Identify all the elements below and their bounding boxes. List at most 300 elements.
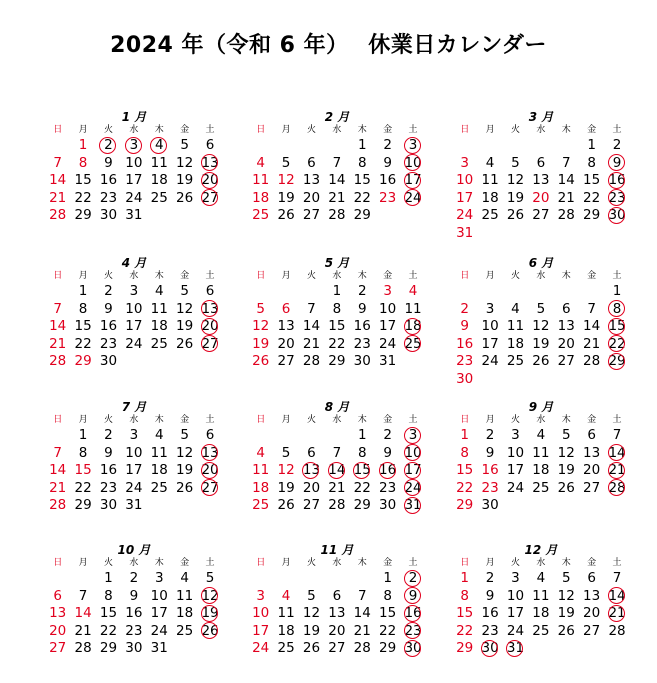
empty-cell — [503, 283, 528, 301]
weekday-header: 木 — [561, 125, 571, 135]
weekday-header: 土 — [612, 125, 622, 135]
day-cell: 16 — [125, 605, 143, 621]
day-cell: 26 — [277, 497, 295, 513]
weekday-header: 月 — [485, 558, 495, 568]
day-cell: 20 — [302, 189, 321, 206]
day-cell: 24 — [506, 479, 525, 496]
day-cell: 30 — [379, 497, 397, 513]
day-cell: 25 — [277, 640, 295, 656]
day-cell: 17 — [125, 462, 143, 478]
day-cell: 10 — [379, 300, 397, 317]
day-cell: 26 — [252, 353, 270, 369]
month-title: 4 月 — [121, 256, 147, 270]
weekday-header: 金 — [383, 558, 393, 568]
day-cell: 26 — [302, 640, 321, 656]
day-cell: 24 — [506, 622, 525, 639]
day-cell: 8 — [357, 444, 367, 461]
weekday-header: 火 — [510, 415, 520, 425]
day-cell: 15 — [583, 172, 601, 188]
weekday-header: 木 — [154, 125, 164, 135]
day-cell: 24 — [125, 189, 143, 206]
day-cell: 18 — [252, 189, 270, 206]
day-cell: 23 — [125, 622, 143, 639]
weekday-header: 木 — [154, 415, 164, 425]
closed-day: 12 — [197, 588, 222, 606]
day-cell: 10 — [506, 587, 525, 604]
day-cell: 26 — [277, 207, 295, 223]
closed-day: 30 — [477, 640, 502, 658]
month-title: 8 月 — [324, 400, 350, 414]
closed-day: 21 — [604, 462, 629, 480]
empty-cell — [45, 283, 70, 301]
day-cell: 10 — [506, 444, 525, 461]
day-cell: 4 — [180, 570, 189, 586]
day-cell: 19 — [557, 605, 575, 621]
month-days-grid — [452, 124, 630, 242]
day-cell: 28 — [49, 497, 67, 513]
day-cell: 22 — [353, 479, 371, 496]
day-cell: 9 — [383, 444, 392, 461]
weekday-header: 土 — [408, 558, 418, 568]
day-cell: 6 — [587, 570, 596, 586]
day-cell: 28 — [328, 497, 346, 513]
day-cell: 1 — [383, 570, 392, 586]
day-cell: 8 — [383, 587, 392, 604]
day-cell: 8 — [357, 154, 367, 171]
day-cell: 4 — [256, 154, 265, 171]
month-days-grid — [452, 557, 630, 658]
day-cell: 13 — [583, 444, 601, 461]
weekday-header: 日 — [460, 125, 470, 135]
day-cell: 28 — [49, 353, 67, 369]
day-cell: 10 — [481, 318, 499, 334]
closed-day: 3 — [400, 137, 425, 155]
empty-cell — [452, 283, 477, 301]
weekday-header: 月 — [281, 271, 291, 281]
empty-cell — [45, 427, 70, 445]
weekday-header: 月 — [78, 271, 88, 281]
closed-day: 23 — [400, 623, 425, 641]
day-cell: 10 — [125, 444, 143, 461]
weekday-header: 金 — [383, 271, 393, 281]
closed-day: 9 — [400, 588, 425, 606]
day-cell: 26 — [176, 479, 194, 496]
day-cell: 29 — [74, 353, 92, 369]
day-cell: 29 — [379, 640, 397, 656]
day-cell: 27 — [302, 497, 321, 513]
day-cell: 17 — [125, 172, 143, 188]
day-cell: 1 — [460, 570, 469, 586]
day-cell: 13 — [583, 587, 601, 604]
day-cell: 22 — [583, 189, 601, 206]
day-cell: 14 — [328, 172, 346, 188]
closed-day: 30 — [604, 207, 629, 225]
day-cell: 4 — [154, 283, 164, 299]
day-cell: 28 — [608, 622, 626, 639]
day-cell: 19 — [176, 172, 194, 188]
day-cell: 9 — [357, 300, 367, 317]
weekday-header: 月 — [281, 415, 291, 425]
day-cell: 16 — [481, 605, 499, 621]
weekday-header: 土 — [408, 125, 418, 135]
day-cell: 27 — [532, 207, 550, 223]
day-cell: 23 — [99, 335, 118, 352]
day-cell: 12 — [532, 318, 550, 334]
day-cell: 13 — [557, 318, 575, 334]
day-cell: 12 — [176, 154, 194, 171]
day-cell: 24 — [379, 335, 397, 352]
day-cell: 6 — [205, 427, 215, 443]
empty-cell — [45, 137, 70, 155]
empty-cell — [273, 427, 298, 445]
day-cell: 3 — [256, 587, 265, 604]
day-cell: 9 — [485, 444, 495, 461]
day-cell: 5 — [180, 137, 189, 153]
day-cell: 7 — [357, 587, 367, 604]
day-cell: 30 — [99, 207, 118, 223]
day-cell: 14 — [557, 172, 575, 188]
day-cell: 14 — [353, 605, 371, 621]
day-cell: 25 — [506, 353, 525, 369]
closed-day: 16 — [375, 462, 400, 480]
day-cell: 18 — [150, 462, 168, 478]
month-title: 7 月 — [121, 400, 147, 414]
day-cell: 4 — [536, 427, 546, 443]
day-cell: 14 — [74, 605, 92, 621]
day-cell: 17 — [379, 318, 397, 334]
day-cell: 2 — [485, 570, 495, 586]
day-cell: 1 — [612, 283, 622, 299]
day-cell: 6 — [281, 300, 291, 317]
day-cell: 24 — [252, 640, 270, 656]
day-cell: 2 — [104, 427, 113, 443]
day-cell: 15 — [74, 172, 92, 188]
day-cell: 25 — [532, 622, 550, 639]
day-cell: 8 — [587, 154, 596, 171]
day-cell: 19 — [176, 318, 194, 334]
day-cell: 15 — [328, 318, 346, 334]
empty-cell — [248, 427, 273, 445]
day-cell: 22 — [74, 189, 92, 206]
month-block — [248, 543, 426, 658]
day-cell: 21 — [302, 335, 321, 352]
weekday-header: 水 — [129, 415, 139, 425]
day-cell: 24 — [125, 335, 143, 352]
empty-cell — [503, 137, 528, 155]
day-cell: 20 — [277, 335, 295, 352]
weekday-header: 木 — [561, 415, 571, 425]
day-cell: 18 — [481, 189, 499, 206]
day-cell: 10 — [125, 154, 143, 171]
day-cell: 5 — [281, 154, 291, 171]
weekday-header: 金 — [587, 415, 597, 425]
day-cell: 17 — [481, 335, 499, 352]
day-cell: 6 — [536, 154, 546, 171]
closed-day: 13 — [299, 462, 324, 480]
weekday-header: 火 — [103, 271, 113, 281]
day-cell: 28 — [49, 207, 67, 223]
weekday-header: 水 — [332, 558, 342, 568]
day-cell: 19 — [277, 189, 295, 206]
empty-cell — [273, 283, 298, 301]
day-cell: 20 — [49, 622, 67, 639]
day-cell: 24 — [456, 207, 474, 223]
month-block — [248, 400, 426, 515]
month-days-grid — [45, 414, 223, 515]
empty-cell — [324, 427, 349, 445]
weekday-header: 金 — [180, 271, 190, 281]
day-cell: 1 — [460, 427, 469, 443]
day-cell: 4 — [408, 283, 418, 299]
day-cell: 15 — [74, 462, 92, 478]
weekday-header: 木 — [154, 271, 164, 281]
day-cell: 1 — [357, 137, 367, 153]
month-title: 9 月 — [528, 400, 554, 414]
closed-day: 26 — [197, 623, 222, 641]
day-cell: 9 — [129, 587, 139, 604]
weekday-header: 水 — [536, 558, 546, 568]
day-cell: 15 — [379, 605, 397, 621]
day-cell: 25 — [481, 207, 499, 223]
day-cell: 28 — [583, 353, 601, 369]
month-title: 11 月 — [320, 543, 354, 557]
day-cell: 30 — [125, 640, 143, 656]
weekday-header: 月 — [485, 271, 495, 281]
day-cell: 19 — [302, 622, 321, 639]
weekday-header: 日 — [256, 415, 266, 425]
day-cell: 4 — [256, 444, 265, 461]
closed-day: 8 — [604, 301, 629, 319]
weekday-header: 日 — [460, 415, 470, 425]
closed-day: 20 — [197, 172, 222, 190]
weekday-header: 金 — [587, 558, 597, 568]
weekday-header: 日 — [53, 415, 63, 425]
weekday-header: 日 — [53, 558, 63, 568]
day-cell: 21 — [74, 622, 92, 639]
day-cell: 5 — [561, 427, 571, 443]
day-cell: 16 — [456, 335, 474, 352]
day-cell: 21 — [583, 335, 601, 352]
day-cell: 31 — [125, 207, 143, 223]
empty-cell — [324, 570, 349, 588]
empty-cell — [452, 137, 477, 155]
day-cell: 22 — [456, 622, 474, 639]
month-title: 10 月 — [117, 543, 151, 557]
day-cell: 21 — [49, 479, 67, 496]
day-cell: 15 — [353, 172, 371, 188]
day-cell: 5 — [205, 570, 215, 586]
weekday-header: 水 — [332, 415, 342, 425]
weekday-header: 土 — [408, 271, 418, 281]
day-cell: 4 — [154, 427, 164, 443]
day-cell: 9 — [104, 444, 113, 461]
empty-cell — [528, 137, 553, 155]
day-cell: 9 — [485, 587, 495, 604]
day-cell: 14 — [49, 172, 67, 188]
closed-day: 20 — [197, 462, 222, 480]
day-cell: 14 — [302, 318, 321, 334]
day-cell: 8 — [78, 154, 88, 171]
weekday-header: 日 — [256, 125, 266, 135]
weekday-header: 金 — [587, 125, 597, 135]
day-cell: 26 — [532, 353, 550, 369]
weekday-header: 水 — [129, 558, 139, 568]
day-cell: 4 — [281, 587, 291, 604]
closed-day: 4 — [147, 137, 172, 155]
closed-day: 13 — [197, 445, 222, 463]
day-cell: 14 — [49, 462, 67, 478]
day-cell: 1 — [78, 427, 88, 443]
day-cell: 15 — [99, 605, 118, 621]
day-cell: 21 — [49, 335, 67, 352]
day-cell: 24 — [481, 353, 499, 369]
closed-day: 14 — [324, 462, 349, 480]
day-cell: 8 — [104, 587, 113, 604]
weekday-header: 日 — [256, 271, 266, 281]
weekday-header: 火 — [510, 271, 520, 281]
day-cell: 23 — [379, 189, 397, 206]
closed-day: 18 — [400, 318, 425, 336]
day-cell: 11 — [150, 154, 168, 171]
day-cell: 7 — [561, 154, 571, 171]
empty-cell — [554, 137, 579, 155]
closed-day: 2 — [96, 137, 121, 155]
day-cell: 10 — [125, 300, 143, 317]
day-cell: 18 — [252, 479, 270, 496]
closed-day: 9 — [604, 155, 629, 173]
closed-day: 10 — [400, 155, 425, 173]
empty-cell — [554, 283, 579, 301]
closed-day: 31 — [400, 497, 425, 515]
day-cell: 24 — [125, 479, 143, 496]
weekday-header: 土 — [205, 271, 215, 281]
weekday-header: 木 — [561, 271, 571, 281]
day-cell: 2 — [460, 300, 469, 317]
weekday-header: 火 — [103, 415, 113, 425]
day-cell: 12 — [506, 172, 525, 188]
day-cell: 21 — [557, 189, 575, 206]
empty-cell — [477, 137, 502, 155]
day-cell: 13 — [49, 605, 67, 621]
weekday-header: 火 — [510, 125, 520, 135]
month-block — [248, 256, 426, 371]
day-cell: 6 — [205, 137, 215, 153]
day-cell: 17 — [506, 462, 525, 478]
day-cell: 3 — [383, 283, 392, 299]
day-cell: 26 — [506, 207, 525, 223]
weekday-header: 木 — [357, 415, 367, 425]
day-cell: 18 — [176, 605, 194, 621]
day-cell: 11 — [506, 318, 525, 334]
page-title: 2024 年（令和 6 年） 休業日カレンダー — [110, 33, 547, 58]
closed-day: 3 — [400, 427, 425, 445]
day-cell: 31 — [150, 640, 168, 656]
closed-day: 27 — [197, 336, 222, 354]
month-days-grid — [248, 124, 426, 225]
day-cell: 2 — [383, 137, 392, 153]
empty-cell — [299, 137, 324, 155]
weekday-header: 金 — [180, 125, 190, 135]
month-block — [452, 400, 630, 515]
day-cell: 13 — [302, 172, 321, 188]
day-cell: 22 — [99, 622, 118, 639]
empty-cell — [299, 570, 324, 588]
day-cell: 12 — [176, 444, 194, 461]
weekday-header: 木 — [154, 558, 164, 568]
day-cell: 25 — [252, 207, 270, 223]
weekday-header: 火 — [306, 558, 316, 568]
day-cell: 2 — [383, 427, 392, 443]
day-cell: 23 — [99, 479, 118, 496]
weekday-header: 木 — [357, 558, 367, 568]
month-title: 1 月 — [121, 110, 147, 124]
closed-day: 17 — [400, 172, 425, 190]
weekday-header: 火 — [103, 558, 113, 568]
day-cell: 14 — [583, 318, 601, 334]
day-cell: 27 — [583, 479, 601, 496]
day-cell: 1 — [587, 137, 596, 153]
weekday-header: 日 — [460, 558, 470, 568]
day-cell: 29 — [353, 207, 371, 223]
day-cell: 27 — [277, 353, 295, 369]
day-cell: 11 — [532, 587, 550, 604]
day-cell: 20 — [583, 462, 601, 478]
month-block — [452, 110, 630, 242]
day-cell: 30 — [481, 497, 499, 513]
day-cell: 12 — [557, 444, 575, 461]
day-cell: 3 — [129, 283, 139, 299]
day-cell: 21 — [49, 189, 67, 206]
closed-day: 19 — [197, 605, 222, 623]
day-cell: 7 — [307, 300, 316, 317]
month-days-grid — [45, 124, 223, 225]
day-cell: 19 — [277, 479, 295, 496]
month-days-grid — [452, 414, 630, 515]
month-days-grid — [248, 414, 426, 515]
day-cell: 18 — [506, 335, 525, 352]
day-cell: 15 — [456, 605, 474, 621]
weekday-header: 火 — [306, 415, 316, 425]
day-cell: 6 — [307, 154, 316, 171]
day-cell: 22 — [353, 189, 371, 206]
day-cell: 25 — [150, 189, 168, 206]
day-cell: 3 — [129, 427, 139, 443]
weekday-header: 水 — [536, 415, 546, 425]
day-cell: 23 — [456, 353, 474, 369]
day-cell: 11 — [252, 462, 270, 478]
day-cell: 20 — [302, 479, 321, 496]
day-cell: 16 — [99, 172, 118, 188]
day-cell: 9 — [104, 154, 113, 171]
day-cell: 26 — [176, 335, 194, 352]
day-cell: 11 — [532, 444, 550, 461]
day-cell: 28 — [328, 207, 346, 223]
day-cell: 29 — [74, 207, 92, 223]
day-cell: 1 — [357, 427, 367, 443]
weekday-header: 金 — [180, 415, 190, 425]
day-cell: 28 — [74, 640, 92, 656]
day-cell: 17 — [150, 605, 168, 621]
weekday-header: 火 — [306, 271, 316, 281]
day-cell: 10 — [150, 587, 168, 604]
day-cell: 3 — [154, 570, 164, 586]
weekday-header: 水 — [332, 271, 342, 281]
day-cell: 29 — [456, 497, 474, 513]
day-cell: 3 — [511, 570, 520, 586]
day-cell: 16 — [481, 462, 499, 478]
closed-day: 15 — [604, 318, 629, 336]
month-days-grid — [248, 557, 426, 658]
